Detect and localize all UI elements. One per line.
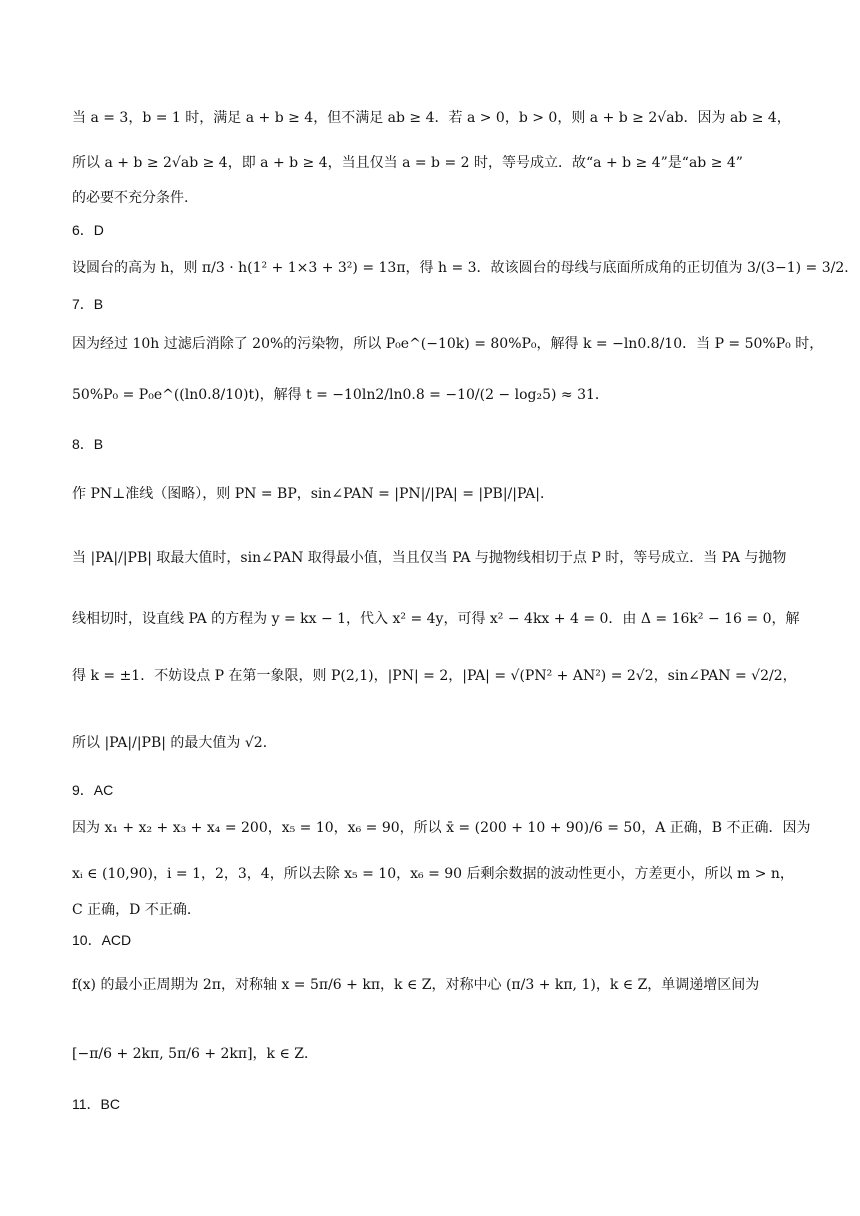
answer-label-10: 10．ACD	[72, 932, 132, 948]
solution-9-line-1: 因为 x₁ + x₂ + x₃ + x₄ = 200，x₅ = 10，x₆ = 90，所以 x̄ = (200 + 10 + 90)/6 = 50，A 正确，B 不正确．因为	[72, 820, 811, 836]
solution-9-line-2: xᵢ ∈ (10,90)，i = 1，2，3，4，所以去除 x₅ = 10，x₆ = 90 后剩余数据的波动性更小，方差更小，所以 m > n，	[72, 866, 794, 882]
solution-5-line-1: 当 a = 3，b = 1 时，满足 a + b ≥ 4，但不满足 ab ≥ 4．若 a > 0，b > 0，则 a + b ≥ 2√ab．因为 ab ≥ 4，	[72, 110, 791, 126]
solution-10-line-2: [−π/6 + 2kπ, 5π/6 + 2kπ]，k ∈ Z．	[72, 1046, 319, 1062]
solution-8-line-2: 当 |PA|/|PB| 取最大值时，sin∠PAN 取得最小值，当且仅当 PA 与抛物线相切于点 P 时，等号成立．当 PA 与抛物	[72, 550, 787, 566]
answer-label-8: 8．B	[72, 436, 104, 452]
answer-label-9: 9．AC	[72, 782, 114, 798]
solution-8-line-5: 所以 |PA|/|PB| 的最大值为 √2．	[72, 735, 277, 751]
solution-7-line-1: 因为经过 10h 过滤后消除了 20%的污染物，所以 P₀e^(−10k) = 80%P₀，解得 k = −ln0.8/10．当 P = 50%P₀ 时，	[72, 336, 824, 352]
answer-label-7: 7．B	[72, 296, 104, 312]
solution-8-line-1: 作 PN⊥准线（图略），则 PN = BP，sin∠PAN = |PN|/|PA| = |PB|/|PA|．	[72, 486, 554, 502]
solution-5-line-2: 所以 a + b ≥ 2√ab ≥ 4，即 a + b ≥ 4，当且仅当 a = b = 2 时，等号成立．故“a + b ≥ 4”是“ab ≥ 4”	[72, 155, 743, 171]
solution-8-line-4: 得 k = ±1．不妨设点 P 在第一象限，则 P(2,1)，|PN| = 2，|PA| = √(PN² + AN²) = 2√2，sin∠PAN = √2/2，	[72, 668, 797, 684]
solution-8-line-3: 线相切时，设直线 PA 的方程为 y = kx − 1，代入 x² = 4y，可得 x² − 4kx + 4 = 0．由 Δ = 16k² − 16 = 0，解	[72, 611, 800, 627]
solution-10-line-1: f(x) 的最小正周期为 2π，对称轴 x = 5π/6 + kπ，k ∈ Z，对称中心 (π/3 + kπ, 1)，k ∈ Z，单调递增区间为	[72, 977, 760, 993]
answer-label-6: 6．D	[72, 222, 104, 238]
solution-5-line-3: 的必要不充分条件.	[72, 190, 189, 206]
solution-9-line-3: C 正确，D 不正确.	[72, 902, 192, 918]
solution-7-line-2: 50%P₀ = P₀e^((ln0.8/10)t)，解得 t = −10ln2/ln0.8 = −10/(2 − log₂5) ≈ 31．	[72, 387, 609, 403]
answer-label-11: 11．BC	[72, 1096, 120, 1112]
solution-6-line-1: 设圆台的高为 h，则 π/3 · h(1² + 1×3 + 3²) = 13π，得 h = 3．故该圆台的母线与底面所成角的正切值为 3/(3−1) = 3/2．	[72, 260, 859, 276]
